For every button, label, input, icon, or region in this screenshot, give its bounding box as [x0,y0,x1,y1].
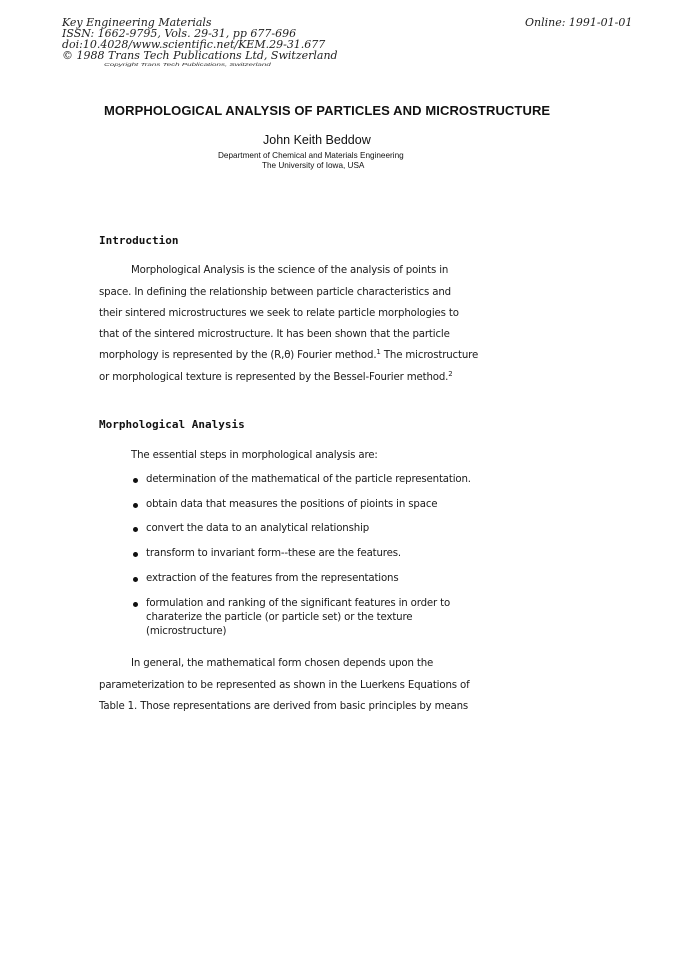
paper-title: MORPHOLOGICAL ANALYSIS OF PARTICLES AND MICROSTRUCTURE [104,103,551,118]
bullet-item-2: obtain data that measures the positions of pioints in space [146,499,438,510]
bullet-icon [133,527,138,532]
doi-line: doi:10.4028/www.scientific.net/KEM.29-31.677 [62,38,326,51]
intro-line-2: space. In defining the relationship between particle characteristics and [99,287,451,298]
bullet-icon [133,602,138,607]
intro-line-4: that of the sintered microstructure. It has been shown that the particle [99,329,450,340]
university-line: The University of Iowa, USA [262,161,365,170]
introduction-heading: Introduction [99,234,179,247]
footnote-ref-2: 2 [448,370,453,378]
bullet-icon [133,503,138,508]
bullet-icon [133,552,138,557]
bullet-icon [133,478,138,483]
scanned-copyright-line: Copyright Trans Tech Publications, Switzerland [104,62,271,67]
steps-intro: The essential steps in morphological analysis are: [131,450,378,461]
footnote-ref-1: 1 [376,348,381,356]
journal-name: Key Engineering Materials [62,16,212,29]
bullet-item-6-line-2: charaterize the particle (or particle set) or the texture [146,612,413,623]
bullet-item-3: convert the data to an analytical relationship [146,523,370,534]
intro-line-6: or morphological texture is represented by the Bessel-Fourier method.$^2$ [99,370,453,383]
intro-line-1: Morphological Analysis is the science of the analysis of points in [131,265,449,276]
author-name: John Keith Beddow [263,133,371,147]
bullet-icon [133,577,138,582]
intro-line-3: their sintered microstructures we seek to relate particle morphologies to [99,308,459,319]
department-line: Department of Chemical and Materials Engineering [218,151,404,160]
online-date: Online: 1991-01-01 [525,16,633,29]
morphological-analysis-heading: Morphological Analysis [99,418,245,431]
bullet-item-1: determination of the mathematical of the particle representation. [146,474,471,485]
closing-line-1: In general, the mathematical form chosen depends upon the [131,658,434,669]
bullet-item-4: transform to invariant form--these are the features. [146,548,401,559]
closing-line-2: parameterization to be represented as shown in the Luerkens Equations of [99,680,470,691]
copyright-line: © 1988 Trans Tech Publications Ltd, Switzerland [62,49,338,62]
bullet-item-5: extraction of the features from the representations [146,573,399,584]
closing-line-3: Table 1. Those representations are derived from basic principles by means [99,701,469,712]
bullet-item-6-line-1: formulation and ranking of the significant features in order to [146,598,451,609]
issn-line: ISSN: 1662-9795, Vols. 29-31, pp 677-696 [62,27,297,40]
bullet-item-6-line-3: (microstructure) [146,626,227,637]
intro-line-5: morphology is represented by the (R,θ) Fourier method.$^1$ The microstructure [99,348,479,361]
